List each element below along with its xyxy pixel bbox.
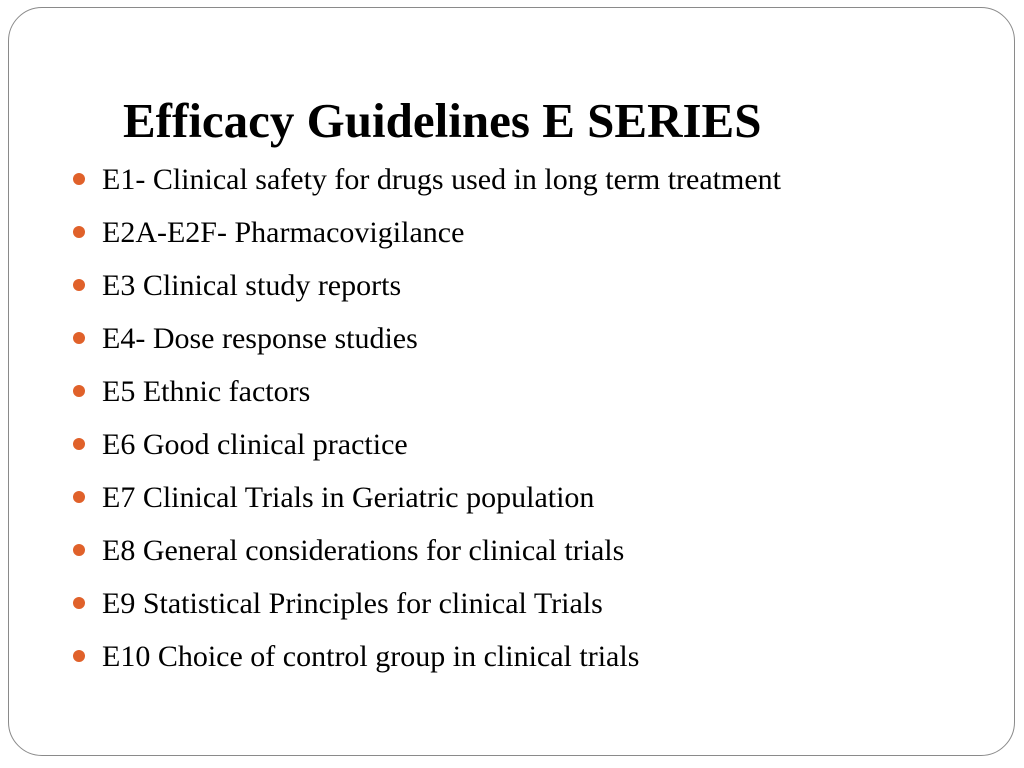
bullet-text: E2A-E2F- Pharmacovigilance [102, 215, 465, 249]
bullet-text: E4- Dose response studies [102, 321, 418, 355]
bullet-dot-icon [73, 279, 85, 291]
bullet-item [73, 630, 781, 683]
bullet-dot-icon [73, 491, 85, 503]
bullet-text: E3 Clinical study reports [102, 268, 402, 302]
slide-frame [8, 7, 1015, 756]
bullet-dot-icon [73, 226, 85, 238]
bullet-item [73, 471, 781, 524]
bullet-text: E1- Clinical safety for drugs used in long term treatment [102, 162, 781, 196]
bullet-dot-icon [73, 438, 85, 450]
bullet-dot-icon [73, 544, 85, 556]
bullet-text: E6 Good clinical practice [102, 427, 408, 461]
bullet-dot-icon [73, 173, 85, 185]
bullet-item [73, 524, 781, 577]
bullet-dot-icon [73, 650, 85, 662]
bullet-item [73, 365, 781, 418]
bullet-text: E5 Ethnic factors [102, 374, 311, 408]
bullet-dot-icon [73, 385, 85, 397]
bullet-dot-icon [73, 597, 85, 609]
bullet-item [73, 259, 781, 312]
bullet-item [73, 312, 781, 365]
bullet-text: E9 Statistical Principles for clinical Trials [102, 586, 603, 620]
bullet-text: E10 Choice of control group in clinical trials [102, 639, 640, 673]
bullet-item [73, 577, 781, 630]
bullet-item [73, 153, 781, 206]
bullet-list [73, 153, 781, 683]
bullet-text: E7 Clinical Trials in Geriatric population [102, 480, 595, 514]
bullet-item [73, 206, 781, 259]
bullet-text: E8 General considerations for clinical trials [102, 533, 625, 567]
slide-title: Efficacy Guidelines E SERIES [123, 93, 762, 148]
bullet-item [73, 418, 781, 471]
bullet-dot-icon [73, 332, 85, 344]
